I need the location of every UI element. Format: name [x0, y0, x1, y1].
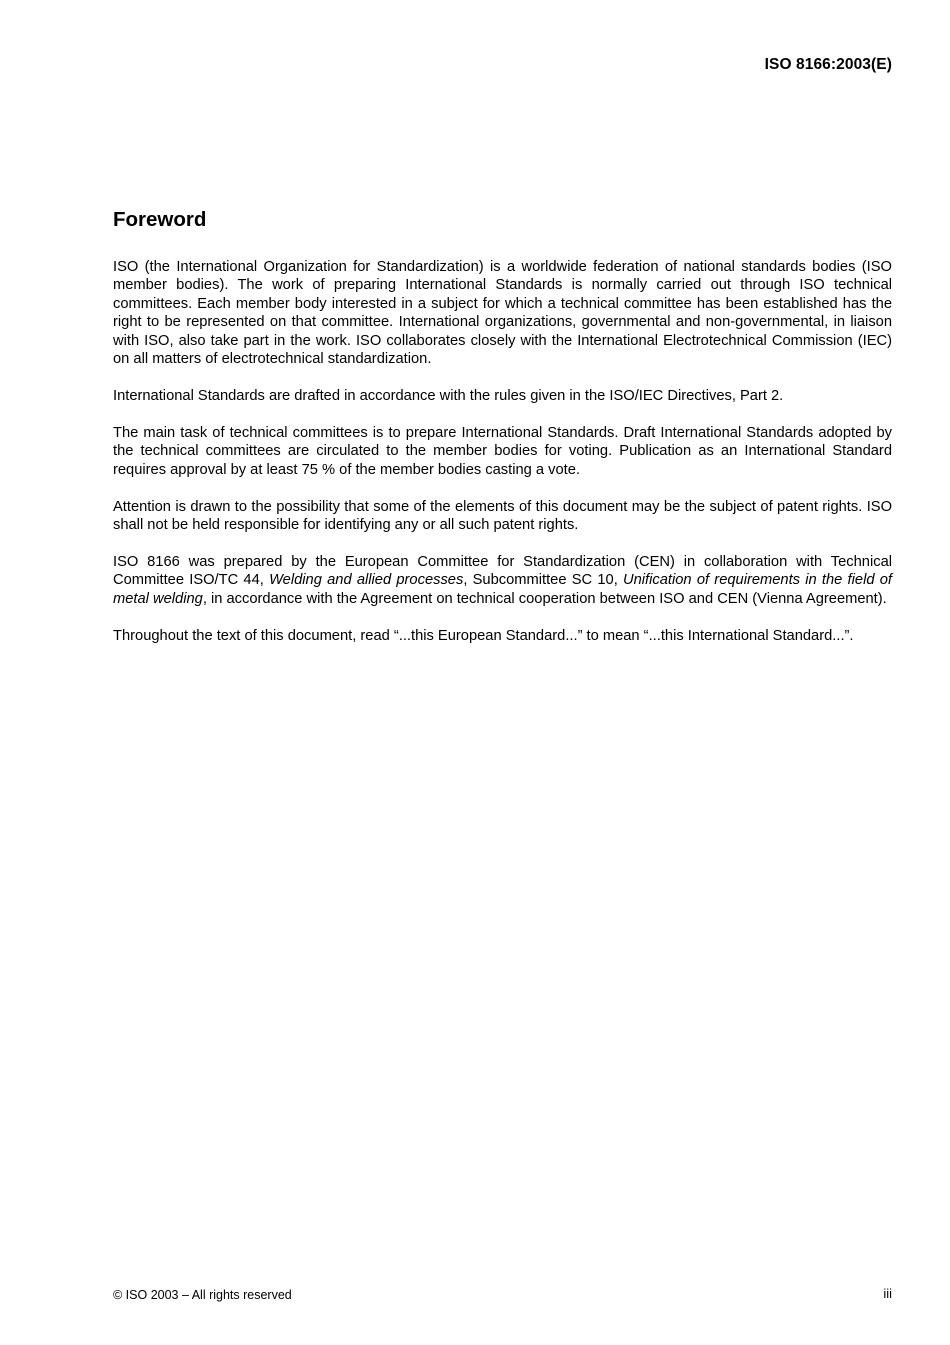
- paragraph-main-task: The main task of technical committees is to prepare International Standards. Draft International Standards adopted by the technical committees are circulated to the member bodies for voting. Publication as an International Standard requires approval by at least 75 % of the member bodies casting a vote.: [113, 424, 892, 478]
- paragraph-iso-federation: ISO (the International Organization for Standardization) is a worldwide federation of national standards bodies (ISO member bodies). The work of preparing International Standards is normally carried out through ISO technical committees. Each member body interested in a subject for which a technical committee has been established has the right to be represented on that committee. International organizations, governmental and non-governmental, in liaison with ISO, also take part in the work. ISO collaborates closely with the International Electrotechnical Commission (IEC) on all matters of electrotechnical standardization.: [113, 259, 892, 368]
- preparation-text-3: , in accordance with the Agreement on technical cooperation between ISO and CEN (Vienna Agreement).: [202, 590, 887, 607]
- subcommittee-title: Unification of requirements in the field of metal welding: [113, 572, 892, 607]
- page-title: Foreword: [113, 208, 207, 231]
- preparation-text-1: ISO 8166 was prepared by the European Committee for Standardization (CEN) in collaboration with Technical Committee ISO/TC 44,: [113, 553, 892, 589]
- committee-title: Welding and allied processes: [269, 572, 464, 589]
- paragraph-reading-note: Throughout the text of this document, read “...this European Standard...” to mean “...this International Standard...”.: [113, 627, 854, 644]
- paragraph-patent-rights: Attention is drawn to the possibility that some of the elements of this document may be the subject of patent rights. ISO shall not be held responsible for identifying any or all such patent rights.: [113, 498, 892, 533]
- foreword-body: [113, 258, 892, 664]
- preparation-text-2: , Subcommittee SC 10,: [463, 572, 624, 589]
- paragraph-preparation: [113, 553, 892, 608]
- copyright-notice: © ISO 2003 – All rights reserved: [113, 1288, 292, 1302]
- paragraph-iso-directives: International Standards are drafted in accordance with the rules given in the ISO/IEC Directives, Part 2.: [113, 387, 784, 404]
- page-number: iii: [883, 1286, 892, 1301]
- document-identifier: ISO 8166:2003(E): [764, 56, 892, 73]
